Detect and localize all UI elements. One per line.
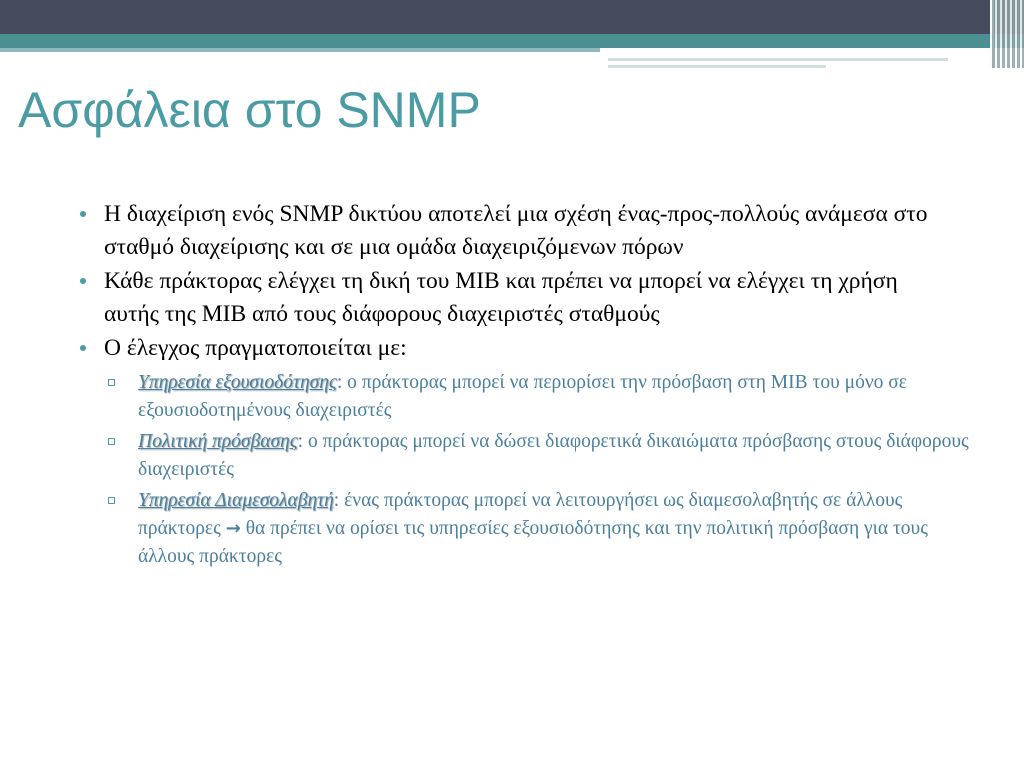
bullet-dot-icon — [80, 345, 86, 351]
header-stripes-decoration — [990, 0, 1024, 68]
sub-bullet-item — [136, 428, 984, 484]
square-bullet-icon — [108, 379, 115, 386]
sub-bullet-item — [136, 487, 984, 571]
sub-bullet-text-continued: θα πρέπει να ορίσει τις υπηρεσίες εξουσιοδότησης και την πολιτική πρόσβαση για τους άλλους πράκτορες — [138, 517, 928, 567]
sub-bullet-term: Πολιτική πρόσβασης — [138, 430, 298, 452]
bullet-item — [74, 265, 954, 330]
sub-bullet-list — [136, 369, 984, 571]
header-teal-light-band — [0, 48, 600, 52]
square-bullet-icon — [108, 497, 115, 504]
bullet-dot-icon — [80, 211, 86, 217]
sub-bullet-text: : ο πράκτορας μπορεί να δώσει διαφορετικά δικαιώματα πρόσβασης στους διάφορους διαχειριστές — [138, 430, 969, 480]
bullet-text: Η διαχείριση ενός SNMP δικτύου αποτελεί μια σχέση ένας-προς-πολλούς ανάμεσα στο σταθμό διαχείρισης και σε μια ομάδα διαχειριζόμενων πόρων — [104, 201, 928, 260]
header-accent-line-short — [608, 65, 826, 68]
bullet-dot-icon — [80, 278, 86, 284]
sub-bullet-term: Υπηρεσία Διαμεσολαβητή — [138, 489, 334, 511]
right-arrow-icon: → — [225, 517, 241, 539]
sub-bullet-text: : ένας πράκτορας μπορεί να λειτουργήσει ως διαμεσολαβητής σε άλλους πράκτορες — [138, 489, 903, 539]
sub-bullet-term: Υπηρεσία εξουσιοδότησης — [138, 371, 337, 393]
header-dark-band — [0, 0, 1024, 34]
header-teal-band — [0, 34, 1024, 48]
slide-title: Ασφάλεια στο SNMP — [18, 82, 481, 138]
square-bullet-icon — [108, 438, 115, 445]
bullet-text: Κάθε πράκτορας ελέγχει τη δική του MIB και πρέπει να μπορεί να ελέγχει τη χρήση αυτής της MIB από τους διάφορους διαχειριστές σταθμούς — [104, 268, 898, 327]
bullet-item — [74, 332, 969, 571]
bullet-text: Ο έλεγχος πραγματοποιείται με: — [104, 335, 407, 361]
sub-bullet-item — [136, 369, 984, 425]
slide-content — [74, 198, 969, 574]
bullet-item — [74, 198, 954, 263]
header-accent-line — [608, 58, 948, 61]
bullet-list — [74, 198, 969, 571]
sub-bullet-text: : ο πράκτορας μπορεί να περιορίσει την πρόσβαση στη MIB του μόνο σε εξουσιοδοτημένους διαχειριστές — [138, 371, 907, 421]
